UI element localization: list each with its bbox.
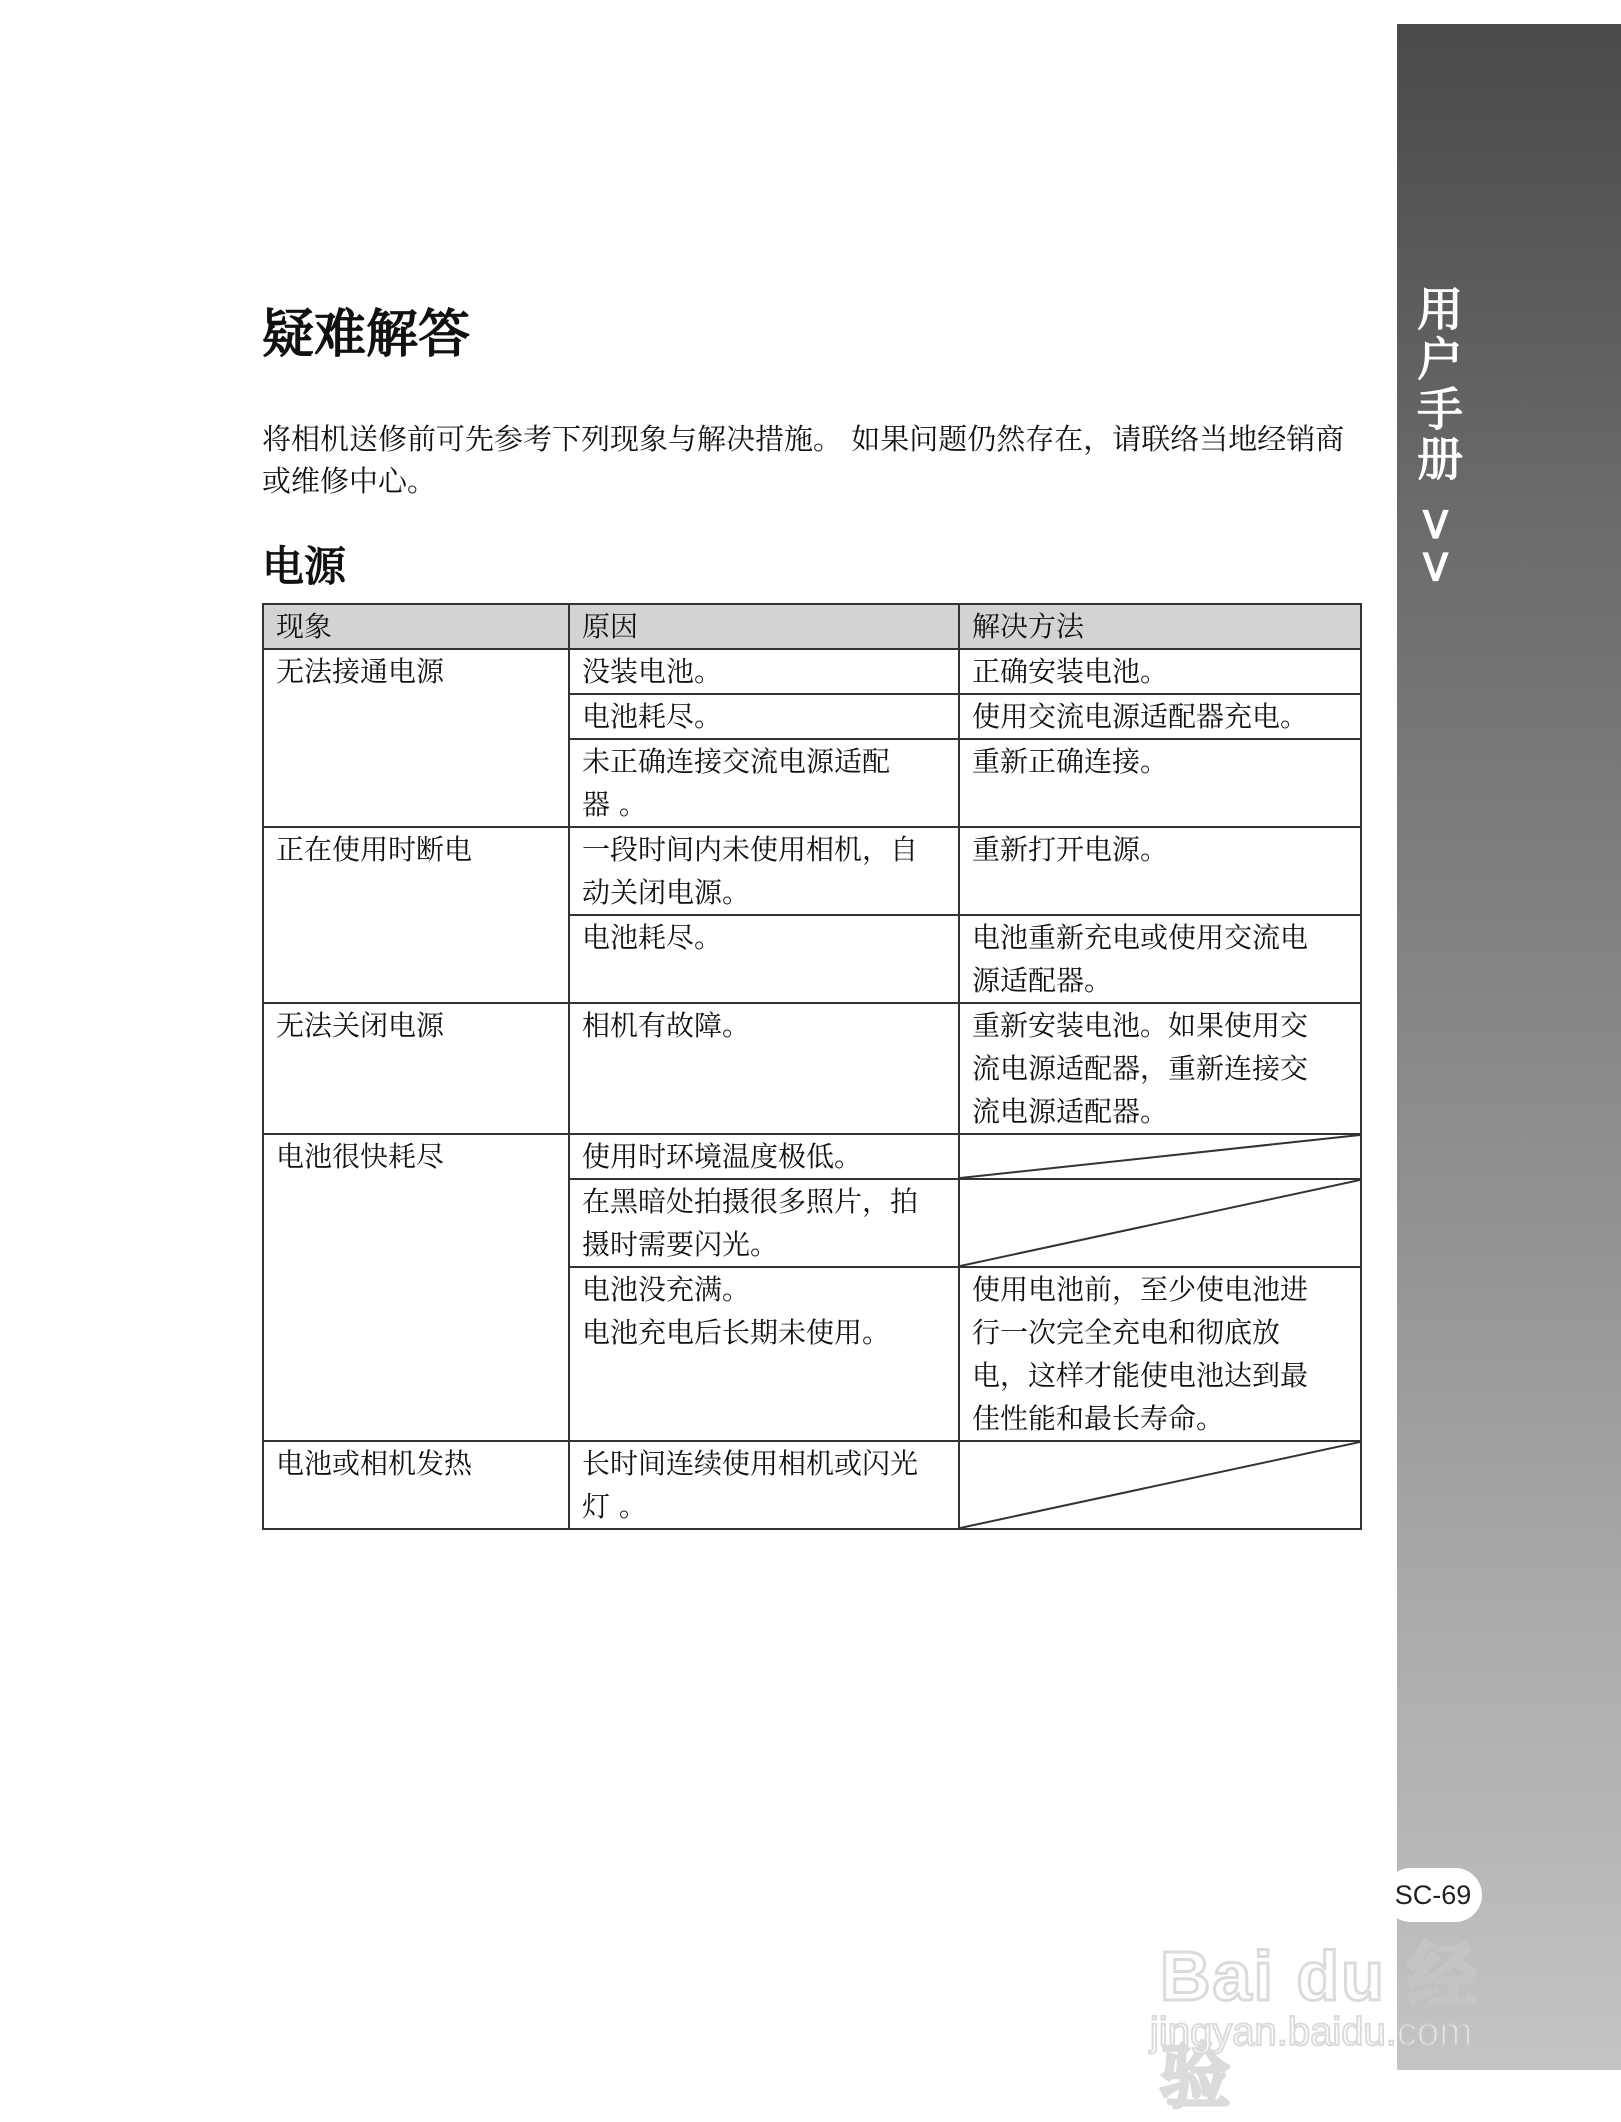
- table-body: [263, 649, 1361, 1529]
- table-row: [263, 1134, 1361, 1179]
- solution-cell: [959, 694, 1361, 739]
- symptom-cell: 正在使用时断电: [263, 827, 569, 1003]
- cause-cell-line: 未正确连接交流电源适配: [582, 745, 891, 778]
- diagonal-line: [960, 1180, 1360, 1266]
- cause-cell: [569, 1179, 959, 1267]
- cause-cell-line: 电池耗尽。: [582, 700, 723, 733]
- solution-cell-line: 流电源适配器。: [972, 1095, 1169, 1128]
- empty-solution-cell: [959, 1179, 1361, 1267]
- diagonal-strike: [960, 1180, 1360, 1266]
- cause-cell: [569, 827, 959, 915]
- symptom-cell: 电池很快耗尽: [263, 1134, 569, 1441]
- watermark-logo: Bai du 经验: [1160, 1937, 1480, 2116]
- header-solution: 解决方法: [959, 604, 1361, 649]
- table-header-row: [263, 604, 1361, 649]
- header-cause: 原因: [569, 604, 959, 649]
- troubleshooting-table: [262, 603, 1362, 1530]
- solution-cell-line: 使用交流电源适配器充电。: [972, 700, 1309, 733]
- solution-cell: [959, 739, 1361, 827]
- section-heading: 电源: [262, 542, 347, 591]
- header-symptom: 现象: [263, 604, 569, 649]
- table-row: [263, 1441, 1361, 1529]
- table-row: [263, 649, 1361, 694]
- cause-cell: [569, 739, 959, 827]
- symptom-cell: 无法接通电源: [263, 649, 569, 827]
- solution-cell: [959, 649, 1361, 694]
- diagonal-strike: [960, 1135, 1360, 1178]
- cause-cell: [569, 1003, 959, 1134]
- cause-cell: [569, 1134, 959, 1179]
- cause-cell-line: 动关闭电源。: [582, 876, 751, 909]
- solution-cell-line: 佳性能和最长寿命。: [972, 1402, 1225, 1435]
- page-title: 疑难解答: [262, 305, 471, 365]
- symptom-cell: 电池或相机发热: [263, 1441, 569, 1529]
- cause-cell: [569, 915, 959, 1003]
- cause-cell-line: 没装电池。: [582, 655, 723, 688]
- cause-cell-line: 长时间连续使用相机或闪光: [582, 1447, 919, 1480]
- solution-cell-line: 重新正确连接。: [972, 745, 1169, 778]
- intro-paragraph: 将相机送修前可先参考下列现象与解决措施。 如果问题仍然存在，请联络当地经销商或维修中心。: [262, 422, 1345, 498]
- solution-cell: [959, 827, 1361, 915]
- solution-cell-line: 电池重新充电或使用交流电: [972, 921, 1309, 954]
- solution-cell-line: 正确安装电池。: [972, 655, 1169, 688]
- solution-cell: [959, 915, 1361, 1003]
- solution-cell-line: 使用电池前，至少使电池进: [972, 1273, 1309, 1306]
- empty-solution-cell: [959, 1441, 1361, 1529]
- page-number: SC-69: [1384, 1868, 1482, 1922]
- cause-cell: [569, 1441, 959, 1529]
- cause-cell: [569, 1267, 959, 1441]
- cause-cell-line: 相机有故障。: [582, 1009, 751, 1042]
- solution-cell-line: 行一次完全充电和彻底放: [972, 1316, 1281, 1349]
- table-row: [263, 827, 1361, 915]
- solution-cell-line: 流电源适配器，重新连接交: [972, 1052, 1309, 1085]
- cause-cell-line: 使用时环境温度极低。: [582, 1140, 863, 1173]
- table-row: [263, 1003, 1361, 1134]
- diagonal-line: [960, 1442, 1360, 1528]
- solution-cell-line: 重新安装电池。如果使用交: [972, 1009, 1309, 1042]
- symptom-cell: 无法关闭电源: [263, 1003, 569, 1134]
- cause-cell-line: 灯 。: [582, 1490, 647, 1523]
- cause-cell: [569, 649, 959, 694]
- diagonal-line: [960, 1135, 1360, 1178]
- cause-cell-line: 在黑暗处拍摄很多照片，拍: [582, 1185, 919, 1218]
- sidebar-label: 用户手册 >>: [1410, 285, 1464, 591]
- cause-cell: [569, 694, 959, 739]
- solution-cell-line: 电，这样才能使电池达到最: [972, 1359, 1309, 1392]
- cause-cell-line: 电池耗尽。: [582, 921, 723, 954]
- solution-cell-line: 源适配器。: [972, 964, 1113, 997]
- solution-cell: [959, 1003, 1361, 1134]
- cause-cell-line: 电池充电后长期未使用。: [582, 1316, 891, 1349]
- solution-cell: [959, 1267, 1361, 1441]
- empty-solution-cell: [959, 1134, 1361, 1179]
- watermark-url: jingyan.baidu.com: [1150, 2010, 1473, 2054]
- cause-cell-line: 摄时需要闪光。: [582, 1228, 779, 1261]
- cause-cell-line: 电池没充满。: [582, 1273, 751, 1306]
- solution-cell-line: 重新打开电源。: [972, 833, 1169, 866]
- diagonal-strike: [960, 1442, 1360, 1528]
- cause-cell-line: 一段时间内未使用相机，自: [582, 833, 919, 866]
- cause-cell-line: 器 。: [582, 788, 647, 821]
